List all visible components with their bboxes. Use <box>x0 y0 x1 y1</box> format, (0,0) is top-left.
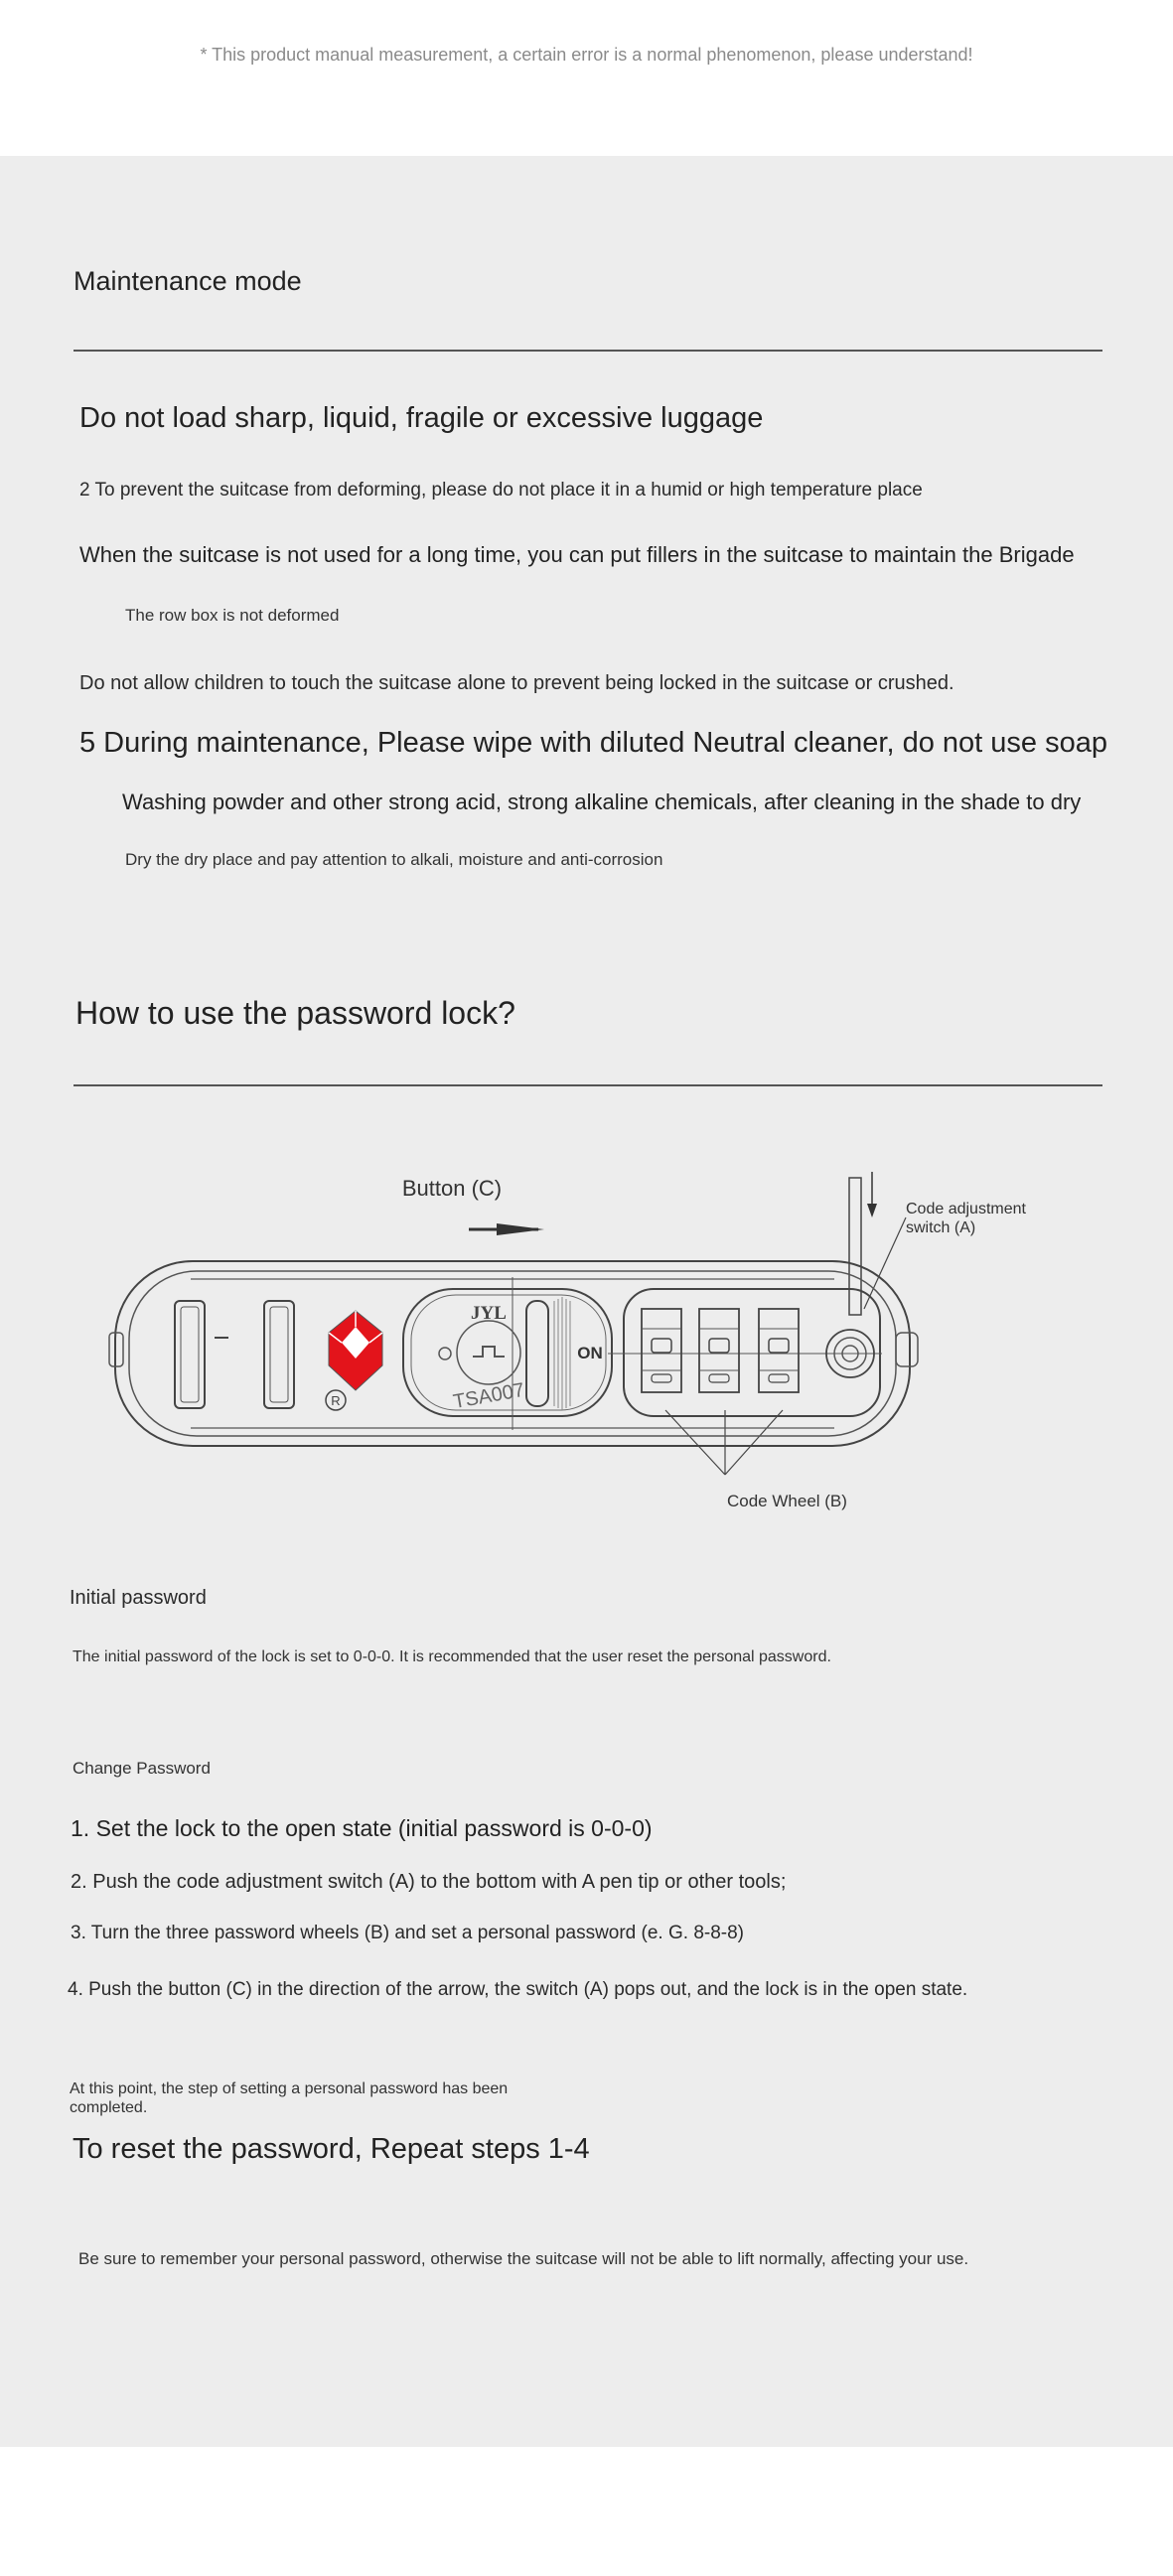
model-text: TSA007 <box>451 1378 526 1414</box>
step-4: 4. Push the button (C) in the direction of the arrow, the switch (A) pops out, and the lock is in the open state. <box>68 1979 968 2000</box>
arrowhead-icon <box>497 1223 544 1235</box>
password-lock-diagram <box>99 1162 1026 1529</box>
tsa-logo-icon <box>329 1311 382 1390</box>
step-2: 2. Push the code adjustment switch (A) to the bottom with A pen tip or other tools; <box>71 1871 787 1893</box>
maintenance-item-2: 2 To prevent the suitcase from deforming, please do not place it in a humid or high temperature place <box>79 480 923 501</box>
lock-section-title: How to use the password lock? <box>75 995 515 1031</box>
change-password-title: Change Password <box>73 1759 211 1778</box>
code-wheel-2 <box>699 1309 739 1392</box>
completion-note-line2: completed. <box>70 2099 148 2116</box>
reminder-text: Be sure to remember your personal password, otherwise the suitcase will not be able to lift normally, affecting your use. <box>78 2249 969 2268</box>
switch-a-label-line1: Code adjustment <box>906 1201 1026 1217</box>
wheel-pointer-line <box>665 1410 725 1475</box>
initial-password-title: Initial password <box>70 1587 207 1609</box>
maintenance-item-3-cont: The row box is not deformed <box>125 606 340 625</box>
on-label: ON <box>577 1344 603 1362</box>
brand-text: JYL <box>471 1303 507 1324</box>
code-wheel-3 <box>759 1309 799 1392</box>
completion-note-line1: At this point, the step of setting a personal password has been <box>70 2080 509 2097</box>
code-wheel-label: Code Wheel (B) <box>727 1492 847 1510</box>
reset-password-title: To reset the password, Repeat steps 1-4 <box>73 2133 590 2165</box>
registered-mark-text: R <box>331 1393 341 1408</box>
maintenance-title: Maintenance mode <box>73 266 302 296</box>
maintenance-item-5: 5 During maintenance, Please wipe with diluted Neutral cleaner, do not use soap <box>79 727 1107 759</box>
maintenance-item-3: When the suitcase is not used for a long time, you can put fillers in the suitcase to maintain the Brigade <box>79 542 1075 567</box>
wheel-pointer-line <box>725 1410 783 1475</box>
maintenance-item-4: Do not allow children to touch the suitcase alone to prevent being locked in the suitcase or crushed. <box>79 672 954 694</box>
pin-tool-icon <box>849 1178 861 1315</box>
step-3: 3. Turn the three password wheels (B) and set a personal password (e. G. 8-8-8) <box>71 1923 744 1943</box>
switch-a-label-line2: switch (A) <box>906 1219 976 1236</box>
disclaimer-note: * This product manual measurement, a certain error is a normal phenomenon, please understand! <box>200 45 973 65</box>
step-1: 1. Set the lock to the open state (initial password is 0-0-0) <box>71 1815 653 1841</box>
lock-section-divider <box>73 1084 1102 1086</box>
maintenance-item-5-cont-2: Dry the dry place and pay attention to alkali, moisture and anti-corrosion <box>125 850 663 869</box>
mount-slot-left <box>175 1301 205 1408</box>
button-c-label: Button (C) <box>401 1176 503 1201</box>
initial-password-text: The initial password of the lock is set to 0-0-0. It is recommended that the user reset the personal password. <box>73 1648 831 1665</box>
completion-note <box>70 2079 508 2117</box>
key-hole-icon <box>457 1321 520 1384</box>
switch-pointer-line <box>864 1217 906 1309</box>
mount-slot-right <box>264 1301 294 1408</box>
maintenance-divider <box>73 350 1102 352</box>
maintenance-item-5-cont-1: Washing powder and other strong acid, strong alkaline chemicals, after cleaning in the shade to dry <box>122 789 1082 814</box>
maintenance-item-1: Do not load sharp, liquid, fragile or excessive luggage <box>79 402 764 434</box>
code-wheel-1 <box>642 1309 681 1392</box>
